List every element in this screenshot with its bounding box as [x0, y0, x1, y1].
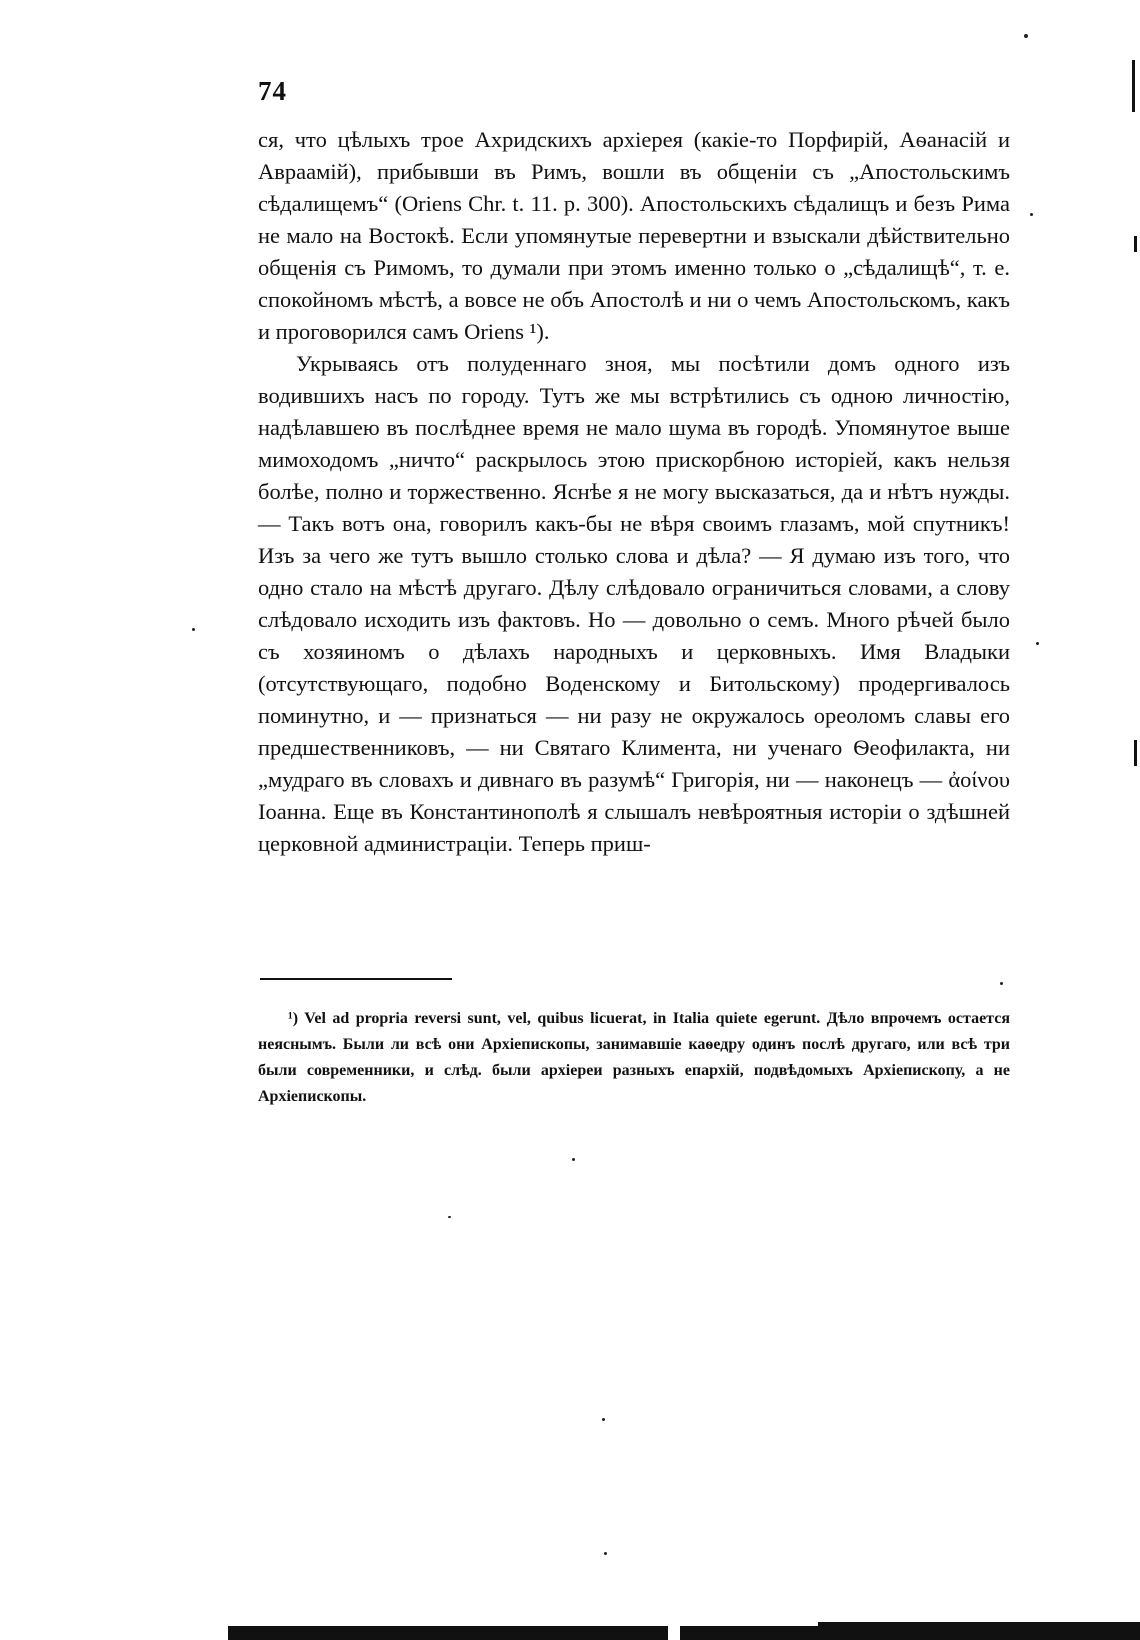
- scan-speck: [1024, 34, 1028, 38]
- scan-speck: [602, 1418, 605, 1421]
- scan-speck: [1000, 982, 1003, 985]
- scan-bottom-edge: [228, 1620, 1140, 1640]
- paragraph: Укрываясь отъ полуденнаго зноя, мы посѣтили домъ одного изъ водившихъ насъ по городу. Тутъ же мы встрѣтились съ одною личностію, надѣлавшею въ послѣднее время не мало шума въ городѣ. Упомянутое выше мимоходомъ „ничто“ раскрылось этою прискорбною исторіей, какъ нельзя болѣе, полно и торжественно. Яснѣе я не могу высказаться, да и нѣтъ нужды. — Такъ вотъ она, говорилъ какъ-бы не вѣря своимъ глазамъ, мой спутникъ! Изъ за чего же тутъ вышло столько слова и дѣла? — Я думаю изъ того, что одно стало на мѣстѣ другаго. Дѣлу слѣдовало ограничиться словами, а слову слѣдовало исходить изъ фактовъ. Но — довольно о семъ. Много рѣчей было съ хозяиномъ о дѣлахъ народныхъ и церковныхъ. Имя Владыки (отсутствующаго, подобно Воденскому и Битольскому) продергивалось поминутно, и — признаться — ни разу не окружалось ореоломъ славы его предшественниковъ, — ни Святаго Климента, ни ученаго Ѳеофилакта, ни „мудраго въ словахъ и дивнаго въ разумѣ“ Григорія, ни — наконецъ — ἀοίνου Іоанна. Еще въ Константинополѣ я слышалъ невѣроятныя исторіи о здѣшней церковной администраціи. Теперь приш-: [258, 351, 1010, 856]
- scan-speck: [572, 1158, 575, 1161]
- paragraph-continuation: ся, что цѣлыхъ трое Ахридскихъ архіерея (какіе-то Порфирій, Аѳанасій и Авраамій), прибывши въ Римъ, вошли въ общеніи съ „Апостольскимъ сѣдалищемъ“ (Oriens Chr. t. 11. p. 300). Апостольскихъ сѣдалищъ и безъ Рима не мало на Востокѣ. Если упомянутые перевертни и взыскали дѣйствительно общенія съ Римомъ, то думали при этомъ именно только о „сѣдалищѣ“, т. е. спокойномъ мѣстѣ, а вовсе не объ Апостолѣ и ни о чемъ Апостольскомъ, какъ и проговорился самъ Oriens ¹).: [258, 127, 1010, 344]
- scan-speck: [604, 1552, 607, 1555]
- scan-edge-mark: [1134, 740, 1137, 766]
- scan-speck: [1030, 213, 1033, 216]
- scan-edge-mark: [1134, 236, 1137, 252]
- scan-speck: [1036, 642, 1039, 645]
- main-text: [258, 124, 1010, 860]
- scan-speck: [192, 628, 195, 631]
- footnote: ¹) Vel ad propria reversi sunt, vel, quibus licuerat, in Italia quiete egerunt. Дѣло впрочемъ остается неяснымъ. Были ли всѣ они Архіепископы, занимавшіе каѳедру одинъ послѣ другаго, или всѣ три были современники, и слѣд. были архіереи разныхъ епархій, подвѣдомыхъ Архіепископу, а не Архіепископы.: [258, 1010, 1010, 1105]
- footnote-divider: [260, 978, 452, 980]
- page-number: 74: [258, 76, 287, 106]
- scan-speck: [448, 1216, 451, 1218]
- scan-edge-mark: [1132, 60, 1135, 112]
